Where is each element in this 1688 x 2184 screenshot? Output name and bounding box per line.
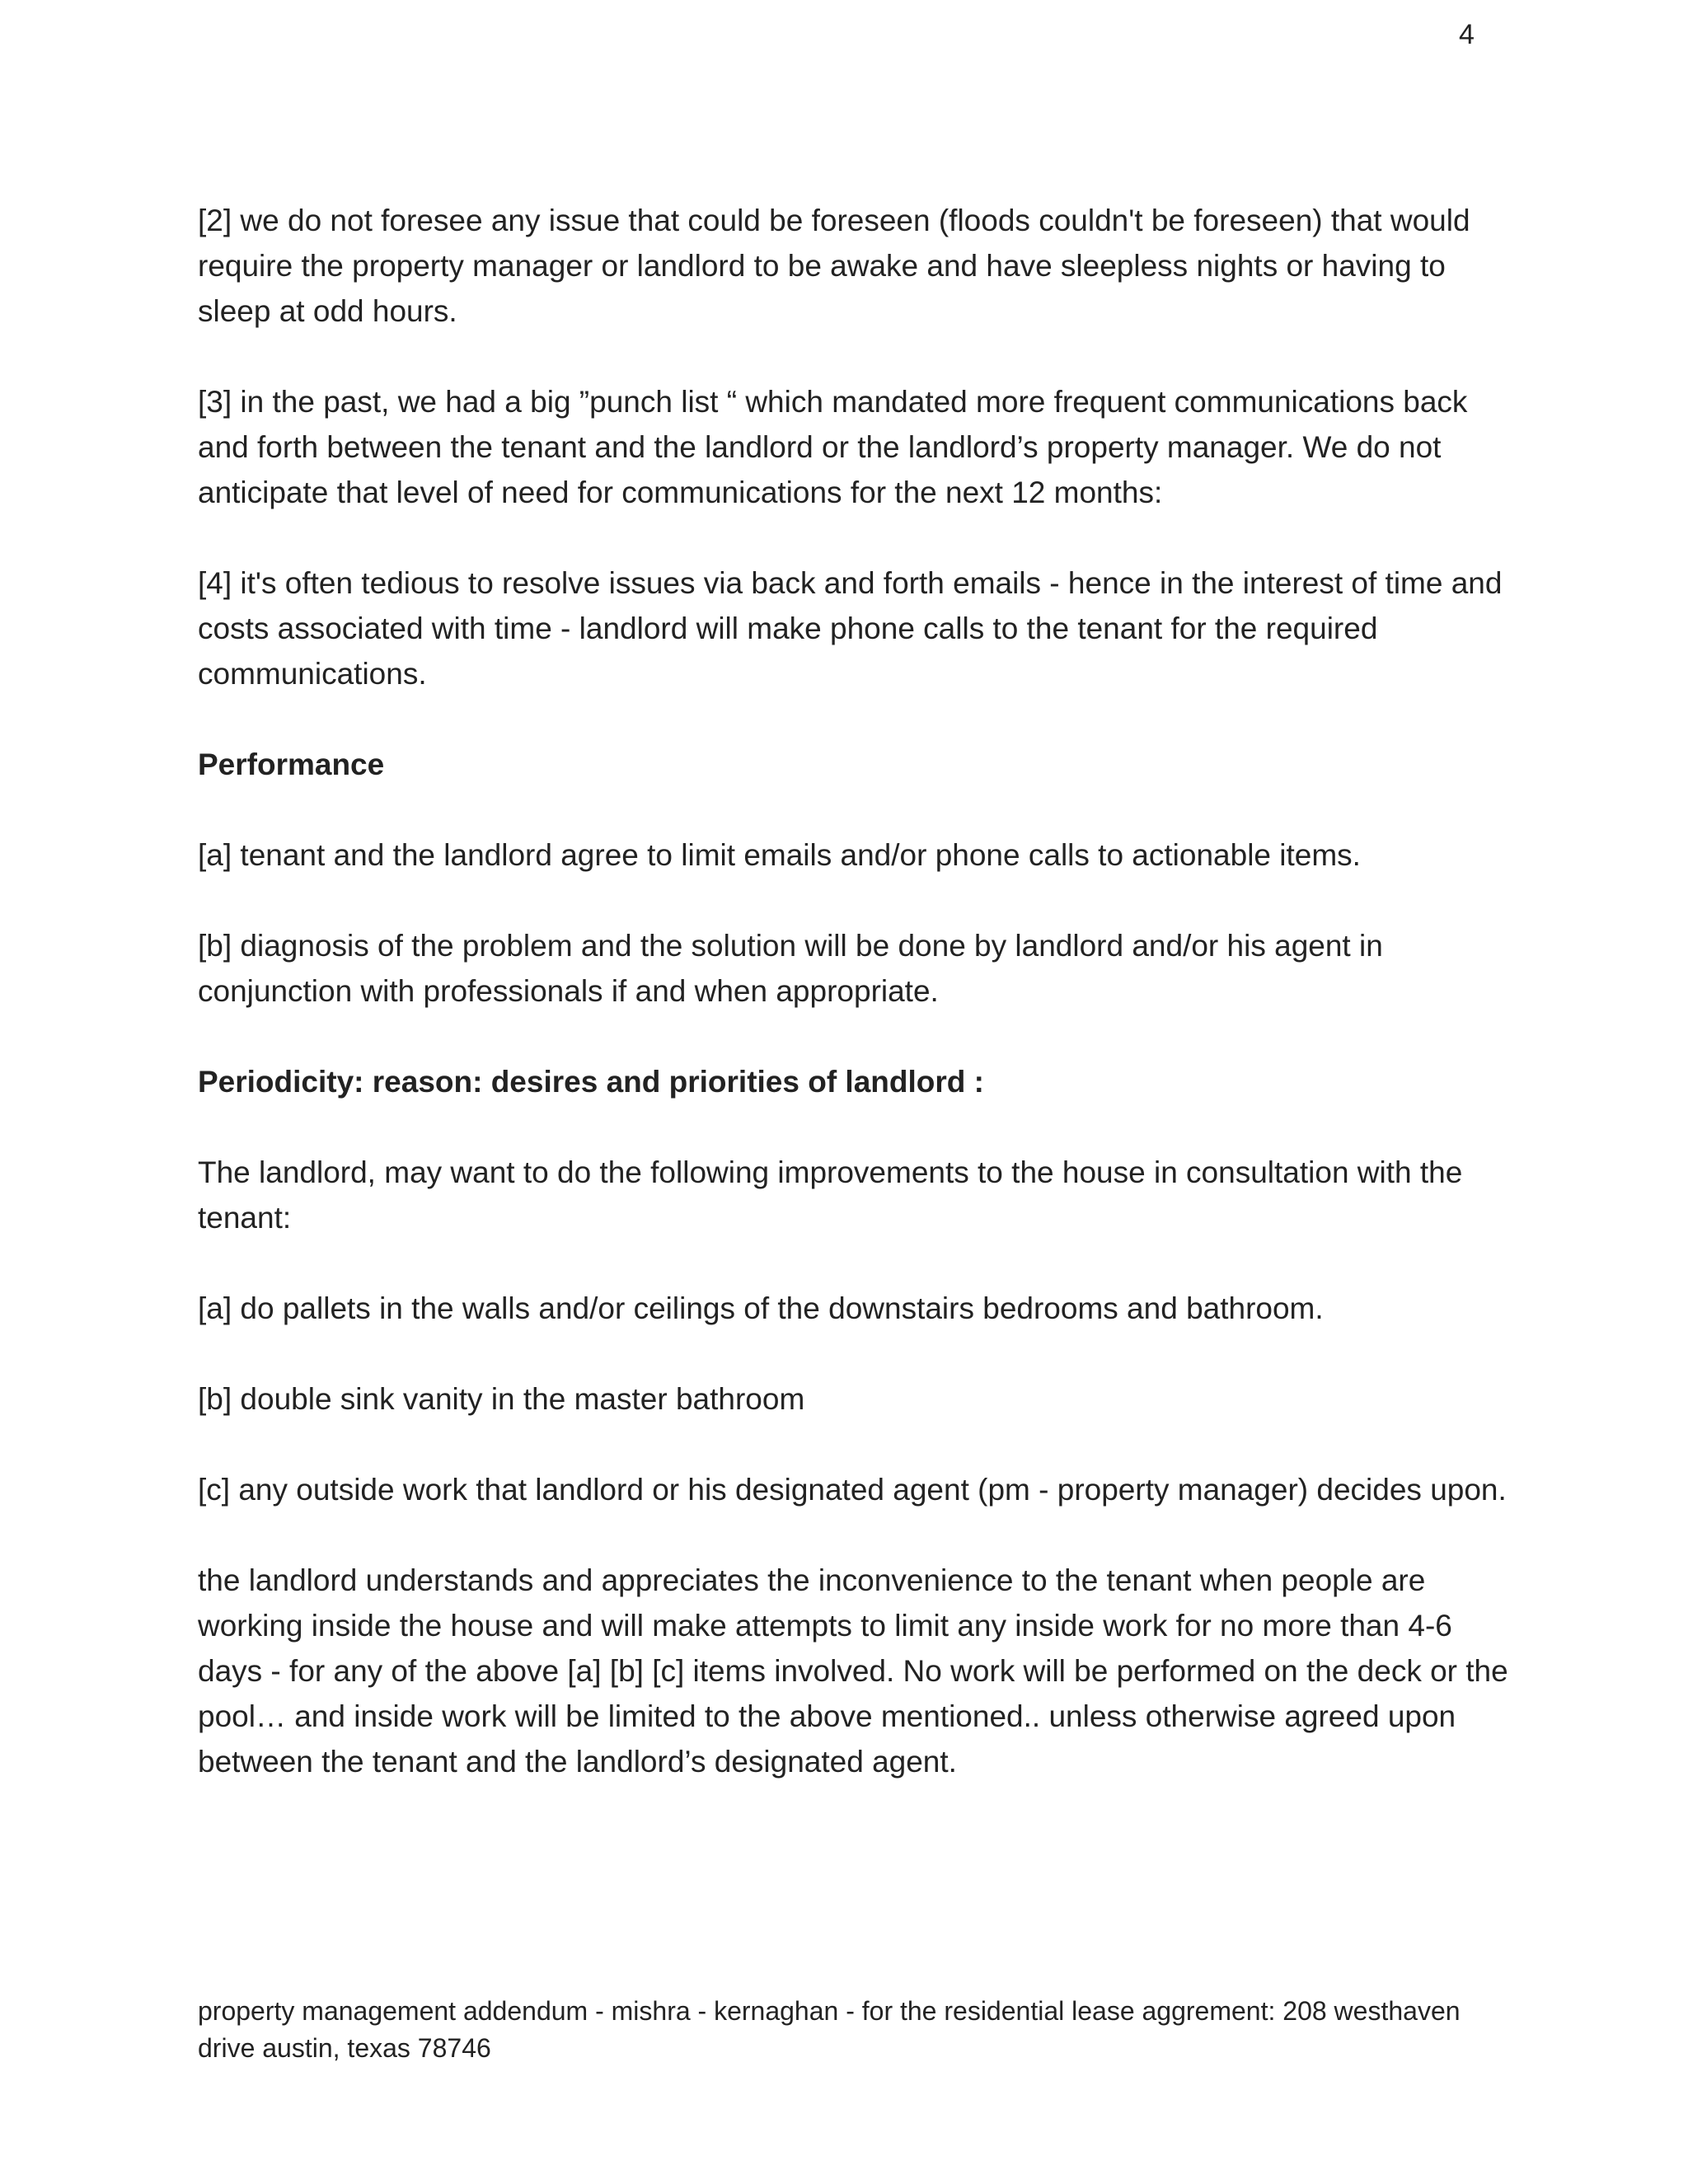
- section-heading-periodicity: Periodicity: reason: desires and priorities of landlord :: [198, 1065, 984, 1099]
- paragraph-improvement-b: [b] double sink vanity in the master bathroom: [198, 1382, 805, 1416]
- paragraph-improvement-c: [c] any outside work that landlord or his designated agent (pm - property manager) decides upon.: [198, 1473, 1507, 1507]
- paragraph-inconvenience: the landlord understands and appreciates the inconvenience to the tenant when people are working inside the house and will make attempts to limit any inside work for no more than 4-6 days - for any of the above [a] [b] [c] items involved. No work will be performed on the deck or the pool… and inside work will be limited to the above mentioned.. unless otherwise agreed upon between the tenant and the landlord’s designated agent.: [198, 1563, 1508, 1779]
- paragraph-item-4: [4] it's often tedious to resolve issues via back and forth emails - hence in the interest of time and costs associated with time - landlord will make phone calls to the tenant for the required communications.: [198, 566, 1503, 691]
- page-footer: property management addendum - mishra - kernaghan - for the residential lease aggrement: 208 westhaven drive austin, texas 78746: [198, 1996, 1461, 2063]
- paragraph-improvements-intro: The landlord, may want to do the following improvements to the house in consultation with the tenant:: [198, 1155, 1463, 1235]
- document-body: [198, 198, 1517, 1784]
- paragraph-item-2: [2] we do not foresee any issue that could be foreseen (floods couldn't be foreseen) that would require the property manager or landlord to be awake and have sleepless nights or having to sleep at odd hours.: [198, 204, 1470, 328]
- paragraph-item-3: [3] in the past, we had a big ”punch list “ which mandated more frequent communications back and forth between the tenant and the landlord or the landlord’s property manager. We do not anticipate that level of need for communications for the next 12 months:: [198, 385, 1468, 509]
- section-heading-performance: Performance: [198, 748, 385, 781]
- page-number: 4: [1459, 19, 1475, 50]
- paragraph-performance-b: [b] diagnosis of the problem and the solution will be done by landlord and/or his agent in conjunction with professionals if and when appropriate.: [198, 929, 1383, 1008]
- paragraph-performance-a: [a] tenant and the landlord agree to limit emails and/or phone calls to actionable items.: [198, 838, 1361, 872]
- paragraph-improvement-a: [a] do pallets in the walls and/or ceilings of the downstairs bedrooms and bathroom.: [198, 1291, 1324, 1325]
